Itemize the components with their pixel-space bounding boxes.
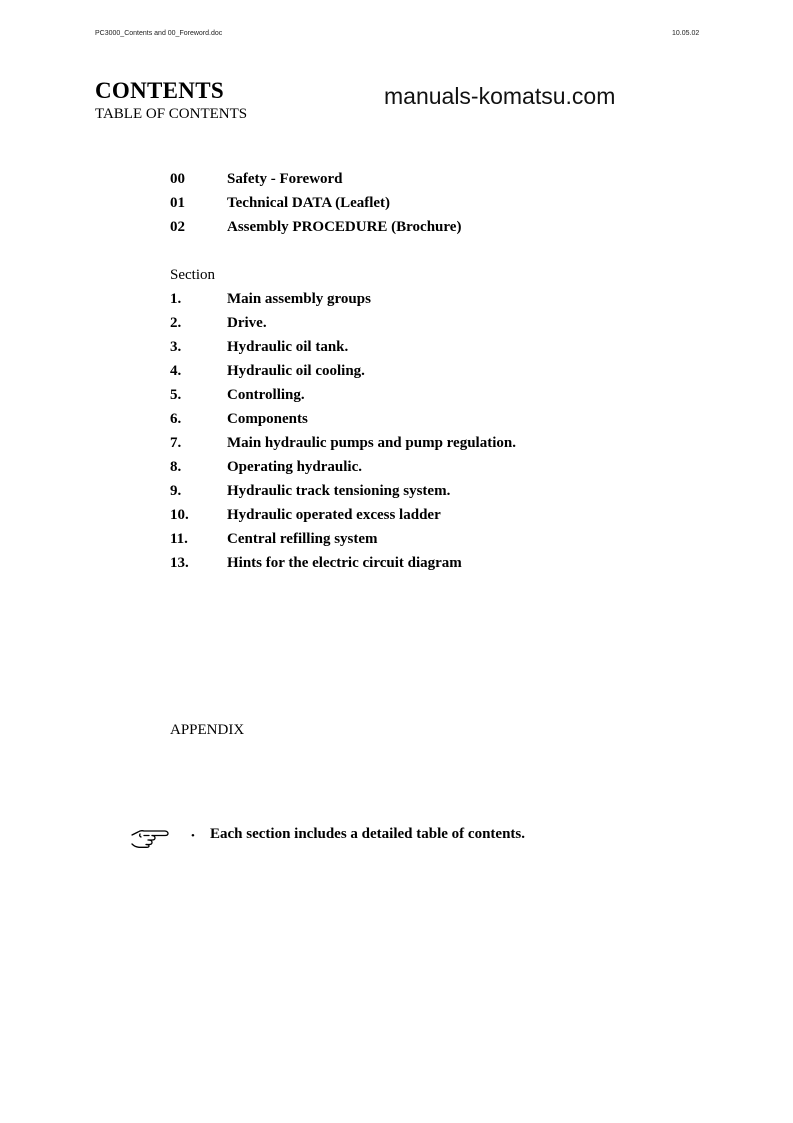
- toc-section-number: 9.: [170, 483, 182, 499]
- toc-section-label: Components: [227, 411, 308, 427]
- toc-item-label: Technical DATA (Leaflet): [227, 195, 391, 211]
- toc-section-label: Controlling.: [227, 387, 305, 403]
- toc-section-number: 5.: [170, 387, 182, 403]
- toc-section-number: 6.: [170, 411, 182, 427]
- toc-section-number: 10.: [170, 507, 189, 523]
- toc-section-item[interactable]: [170, 410, 516, 434]
- note-bullet: •: [191, 830, 195, 842]
- page-subtitle: TABLE OF CONTENTS: [95, 106, 248, 122]
- toc-section-number: 3.: [170, 339, 182, 355]
- toc-item[interactable]: [170, 194, 516, 218]
- toc-section-number: 11.: [170, 531, 188, 547]
- table-of-contents: [170, 170, 516, 578]
- toc-item-number: 02: [170, 219, 185, 235]
- spacer: [170, 242, 516, 266]
- toc-section-number: 4.: [170, 363, 182, 379]
- toc-section-item[interactable]: [170, 554, 516, 578]
- toc-section-label: Hydraulic track tensioning system.: [227, 483, 451, 499]
- page-title: CONTENTS: [95, 78, 224, 103]
- toc-section-item[interactable]: [170, 458, 516, 482]
- toc-section-item[interactable]: [170, 338, 516, 362]
- toc-section-label: Drive.: [227, 315, 267, 331]
- toc-section-label: Hints for the electric circuit diagram: [227, 555, 462, 571]
- note-text: Each section includes a detailed table of contents.: [210, 826, 525, 842]
- toc-section-item[interactable]: [170, 530, 516, 554]
- watermark-link[interactable]: manuals-komatsu.com: [384, 83, 616, 109]
- toc-item-number: 00: [170, 171, 185, 187]
- toc-section-label: Main assembly groups: [227, 291, 371, 307]
- toc-section-item[interactable]: [170, 434, 516, 458]
- toc-section-label: Hydraulic operated excess ladder: [227, 507, 441, 523]
- toc-section-number: 1.: [170, 291, 182, 307]
- pointing-hand-icon: [130, 826, 170, 848]
- toc-section-number: 2.: [170, 315, 182, 331]
- toc-section-label: Main hydraulic pumps and pump regulation.: [227, 435, 516, 451]
- toc-section-number: 7.: [170, 435, 182, 451]
- toc-item-label: Assembly PROCEDURE (Brochure): [227, 219, 462, 235]
- toc-item-number: 01: [170, 195, 185, 211]
- toc-section-item[interactable]: [170, 290, 516, 314]
- toc-item-label: Safety - Foreword: [227, 171, 343, 187]
- toc-section-label: Central refilling system: [227, 531, 378, 547]
- toc-item[interactable]: [170, 170, 516, 194]
- toc-section-number: 8.: [170, 459, 182, 475]
- section-heading: Section: [170, 267, 215, 283]
- toc-item[interactable]: [170, 218, 516, 242]
- toc-section-item[interactable]: [170, 482, 516, 506]
- toc-section-label: Hydraulic oil cooling.: [227, 363, 365, 379]
- toc-section-item[interactable]: [170, 362, 516, 386]
- header-filename: PC3000_Contents and 00_Foreword.doc: [95, 30, 223, 37]
- toc-section-item[interactable]: [170, 314, 516, 338]
- header-code: 10.05.02: [672, 30, 700, 37]
- toc-section-number: 13.: [170, 555, 189, 571]
- toc-section-item[interactable]: [170, 386, 516, 410]
- toc-section-item[interactable]: [170, 506, 516, 530]
- toc-section-label: Operating hydraulic.: [227, 459, 363, 475]
- appendix-heading[interactable]: APPENDIX: [170, 722, 245, 738]
- toc-section-label: Hydraulic oil tank.: [227, 339, 349, 355]
